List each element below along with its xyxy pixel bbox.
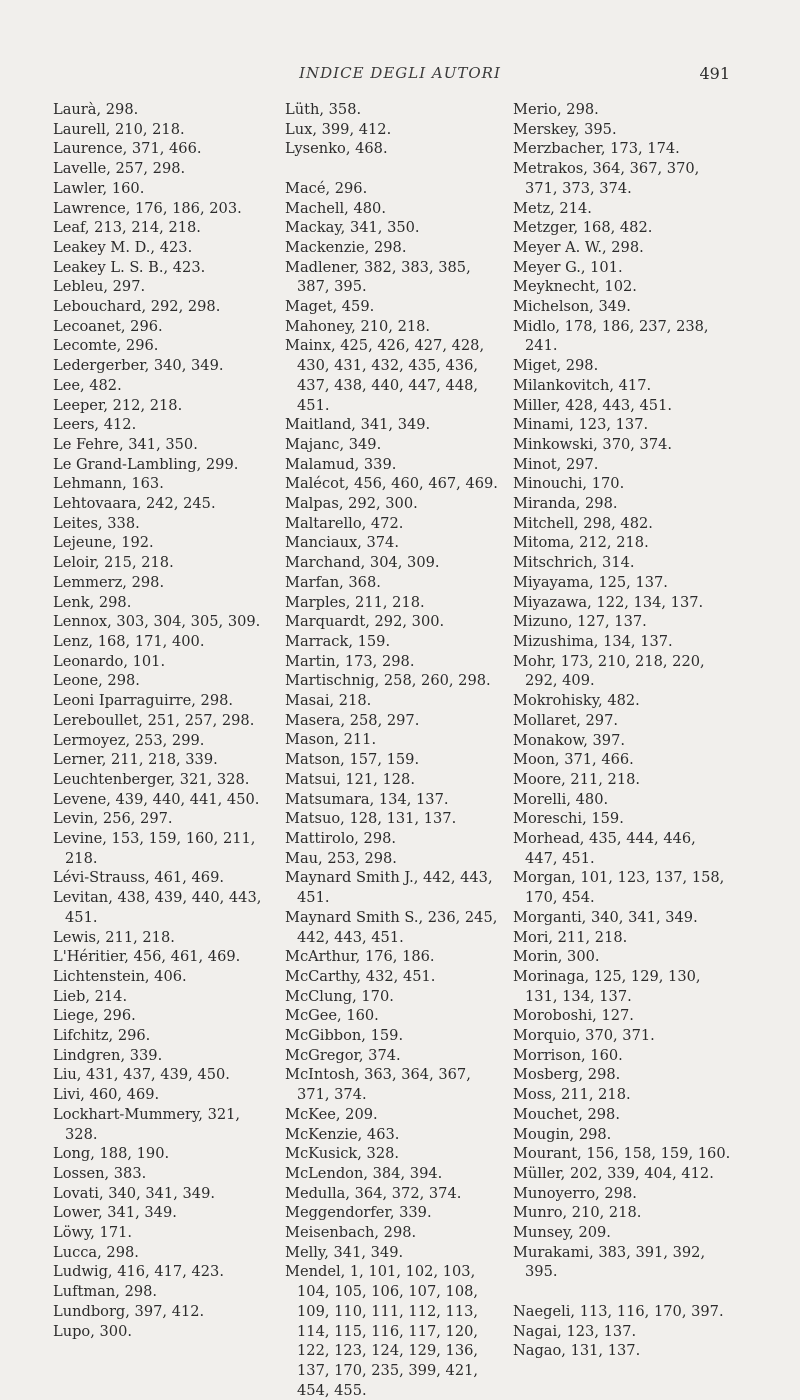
index-entry: Morhead, 435, 444, 446, 447, 451.	[513, 830, 696, 867]
index-entry: Minami, 123, 137.	[513, 416, 649, 434]
index-entry: Morquio, 370, 371.	[513, 1027, 655, 1045]
index-entry: Melly, 341, 349.	[285, 1243, 404, 1261]
index-entry: Moon, 371, 466.	[513, 751, 634, 769]
index-entry: Lewis, 211, 218.	[53, 928, 175, 946]
index-entry: Lecomte, 296.	[53, 337, 159, 355]
index-entry: McCarthy, 432, 451.	[285, 967, 436, 985]
index-entry: McGee, 160.	[285, 1007, 379, 1025]
index-entry: Mau, 253, 298.	[285, 849, 397, 867]
index-entry: Matsumara, 134, 137.	[285, 790, 449, 808]
index-entry: Lieb, 214.	[53, 987, 128, 1005]
index-entry: Merzbacher, 173, 174.	[513, 140, 680, 158]
index-entry: Miyazawa, 122, 134, 137.	[513, 593, 704, 611]
index-column-3	[513, 100, 731, 1361]
index-entry: Meyer G., 101.	[513, 258, 623, 276]
index-entry: Naegeli, 113, 116, 170, 397.	[513, 1302, 724, 1320]
index-entry: Meyer A. W., 298.	[513, 238, 644, 256]
index-entry: Miget, 298.	[513, 357, 599, 375]
index-entry: Lehmann, 163.	[53, 475, 164, 493]
index-entry: McLendon, 384, 394.	[285, 1164, 443, 1182]
index-entry: Merskey, 395.	[513, 120, 617, 138]
index-entry: Mitchell, 298, 482.	[513, 514, 653, 532]
index-entry: Levitan, 438, 439, 440, 443, 451.	[53, 889, 262, 926]
index-entry: Levin, 256, 297.	[53, 810, 173, 828]
index-entry: Metz, 214.	[513, 199, 592, 217]
index-entry: Miller, 428, 443, 451.	[513, 396, 672, 414]
index-entry: Leeper, 212, 218.	[53, 396, 183, 414]
index-entry: Masai, 218.	[285, 692, 372, 710]
index-entry: Marples, 211, 218.	[285, 593, 425, 611]
index-entry: Matsui, 121, 128.	[285, 770, 415, 788]
running-title: INDICE DEGLI AUTORI	[299, 64, 501, 82]
index-entry: L'Héritier, 456, 461, 469.	[53, 948, 241, 966]
index-entry: Meisenbach, 298.	[285, 1224, 417, 1242]
index-entry: Lehtovaara, 242, 245.	[53, 495, 216, 513]
index-entry: Le Fehre, 341, 350.	[53, 435, 198, 453]
index-entry: McGregor, 374.	[285, 1046, 401, 1064]
index-entry: Malamud, 339.	[285, 455, 397, 473]
index-entry: Mitoma, 212, 218.	[513, 534, 649, 552]
index-entry: Meggendorfer, 339.	[285, 1204, 432, 1222]
index-entry: Martin, 173, 298.	[285, 652, 415, 670]
index-entry: Masera, 258, 297.	[285, 711, 420, 729]
index-entry: Mendel, 1, 101, 102, 103, 104, 105, 106, 107, 108, 109, 110, 111, 112, 113, 114, 115, 116, 117, 120, 122, 123, 124, 129, 136, 137, 170, 235, 399, 421, 454, 455.	[285, 1263, 479, 1399]
index-entry: Leoni Iparraguirre, 298.	[53, 692, 234, 710]
index-entry: Lupo, 300.	[53, 1322, 132, 1340]
index-entry: Morrison, 160.	[513, 1046, 623, 1064]
index-entry: Leuchtenberger, 321, 328.	[53, 770, 250, 788]
index-entry: Laurell, 210, 218.	[53, 120, 185, 138]
index-entry: Ludwig, 416, 417, 423.	[53, 1263, 224, 1281]
index-entry: Lermoyez, 253, 299.	[53, 731, 205, 749]
index-entry: Leone, 298.	[53, 672, 140, 690]
section-gap	[285, 159, 500, 179]
index-entry: Metrakos, 364, 367, 370, 371, 373, 374.	[513, 160, 700, 197]
index-entry: Murakami, 383, 391, 392, 395.	[513, 1243, 706, 1281]
index-column-2	[285, 100, 500, 1400]
index-entry: Lebleu, 297.	[53, 278, 146, 296]
index-entry: Mouchet, 298.	[513, 1105, 620, 1123]
index-entry: Munsey, 209.	[513, 1224, 611, 1242]
index-entry: Mosberg, 298.	[513, 1066, 621, 1084]
index-entry: Morganti, 340, 341, 349.	[513, 908, 698, 926]
index-entry: Lebouchard, 292, 298.	[53, 298, 221, 316]
index-entry: Laurà, 298.	[53, 101, 139, 118]
index-entry: Maitland, 341, 349.	[285, 416, 431, 434]
index-entry: Minouchi, 170.	[513, 475, 625, 493]
index-entry: Mohr, 173, 210, 218, 220, 292, 409.	[513, 652, 705, 690]
index-entry: Miyayama, 125, 137.	[513, 573, 668, 591]
index-entry: Leites, 338.	[53, 514, 140, 532]
index-entry: Merio, 298.	[513, 101, 599, 118]
index-entry: Liege, 296.	[53, 1007, 136, 1025]
index-entry: Nagai, 123, 137.	[513, 1322, 637, 1340]
index-entry: Malécot, 456, 460, 467, 469.	[285, 475, 498, 493]
index-entry: Minot, 297.	[513, 455, 599, 473]
index-entry: Leakey L. S. B., 423.	[53, 258, 206, 276]
index-entry: Lovati, 340, 341, 349.	[53, 1184, 215, 1202]
index-entry: Marrack, 159.	[285, 632, 391, 650]
index-entry: McGibbon, 159.	[285, 1027, 404, 1045]
index-entry: Marquardt, 292, 300.	[285, 613, 445, 631]
index-entry: Lerner, 211, 218, 339.	[53, 751, 218, 769]
index-entry: Luftman, 298.	[53, 1283, 158, 1301]
index-entry: Nagao, 131, 137.	[513, 1342, 641, 1360]
index-entry: Mackenzie, 298.	[285, 238, 407, 256]
index-entry: Lower, 341, 349.	[53, 1204, 177, 1222]
index-entry: Munoyerro, 298.	[513, 1184, 637, 1202]
index-entry: Mollaret, 297.	[513, 711, 619, 729]
index-entry: Mitschrich, 314.	[513, 554, 635, 572]
section-gap	[513, 1282, 731, 1302]
index-entry: Lenk, 298.	[53, 593, 132, 611]
index-entry: Lereboullet, 251, 257, 298.	[53, 711, 255, 729]
index-entry: Leaf, 213, 214, 218.	[53, 219, 201, 237]
index-entry: Moroboshi, 127.	[513, 1007, 634, 1025]
index-entry: Mourant, 156, 158, 159, 160.	[513, 1145, 731, 1163]
index-entry: Madlener, 382, 383, 385, 387, 395.	[285, 258, 471, 296]
index-entry: Marchand, 304, 309.	[285, 554, 440, 572]
index-entry: Long, 188, 190.	[53, 1145, 170, 1163]
index-entry: Lichtenstein, 406.	[53, 967, 187, 985]
index-entry: Mason, 211.	[285, 731, 377, 749]
index-entry: Meyknecht, 102.	[513, 278, 637, 296]
index-entry: Matsuo, 128, 131, 137.	[285, 810, 457, 828]
index-entry: Mougin, 298.	[513, 1125, 612, 1143]
index-entry: Milankovitch, 417.	[513, 376, 652, 394]
index-entry: Leakey M. D., 423.	[53, 238, 193, 256]
index-entry: Matson, 157, 159.	[285, 751, 420, 769]
index-entry: Moore, 211, 218.	[513, 770, 641, 788]
index-entry: McIntosh, 363, 364, 367, 371, 374.	[285, 1066, 471, 1104]
index-entry: Midlo, 178, 186, 237, 238, 241.	[513, 317, 709, 355]
index-entry: Morgan, 101, 123, 137, 158, 170, 454.	[513, 869, 725, 907]
index-entry: Mainx, 425, 426, 427, 428, 430, 431, 432, 435, 436, 437, 438, 440, 447, 448, 451.	[285, 337, 485, 414]
index-entry: Livi, 460, 469.	[53, 1086, 160, 1104]
index-entry: Lecoanet, 296.	[53, 317, 163, 335]
index-entry: Mizuno, 127, 137.	[513, 613, 647, 631]
index-entry: Maynard Smith S., 236, 245, 442, 443, 451.	[285, 908, 498, 946]
index-entry: Lennox, 303, 304, 305, 309.	[53, 613, 261, 631]
index-entry: McKee, 209.	[285, 1105, 378, 1123]
index-entry: McKenzie, 463.	[285, 1125, 400, 1143]
index-entry: Lemmerz, 298.	[53, 573, 165, 591]
index-entry: Martischnig, 258, 260, 298.	[285, 672, 491, 690]
index-entry: Lindgren, 339.	[53, 1046, 163, 1064]
index-entry: McClung, 170.	[285, 987, 394, 1005]
index-entry: Minkowski, 370, 374.	[513, 435, 673, 453]
index-entry: Maynard Smith J., 442, 443, 451.	[285, 869, 493, 907]
index-entry: Leers, 412.	[53, 416, 137, 434]
index-entry: Medulla, 364, 372, 374.	[285, 1184, 462, 1202]
index-entry: Machell, 480.	[285, 199, 386, 217]
index-entry: Malpas, 292, 300.	[285, 495, 418, 513]
index-entry: Lux, 399, 412.	[285, 120, 392, 138]
index-entry: Liu, 431, 437, 439, 450.	[53, 1066, 230, 1084]
index-entry: Munro, 210, 218.	[513, 1204, 642, 1222]
index-entry: Metzger, 168, 482.	[513, 219, 653, 237]
index-entry: McArthur, 176, 186.	[285, 948, 435, 966]
index-entry: Laurence, 371, 466.	[53, 140, 202, 158]
index-entry: Lysenko, 468.	[285, 140, 388, 158]
index-entry: Levene, 439, 440, 441, 450.	[53, 790, 260, 808]
index-entry: Macé, 296.	[285, 179, 368, 197]
index-entry: Majanc, 349.	[285, 435, 382, 453]
index-entry: Lüth, 358.	[285, 101, 362, 118]
page-number: 491	[699, 64, 730, 83]
index-entry: Lifchitz, 296.	[53, 1027, 151, 1045]
index-entry: Marfan, 368.	[285, 573, 381, 591]
index-entry: Mahoney, 210, 218.	[285, 317, 431, 335]
index-entry: Lawler, 160.	[53, 179, 145, 197]
index-entry: Leloir, 215, 218.	[53, 554, 174, 572]
index-entry: Lockhart-Mummery, 321, 328.	[53, 1105, 241, 1143]
index-entry: Levine, 153, 159, 160, 211, 218.	[53, 830, 256, 867]
index-entry: Michelson, 349.	[513, 298, 631, 316]
index-entry: Manciaux, 374.	[285, 534, 399, 552]
index-entry: Monakow, 397.	[513, 731, 625, 749]
index-entry: Müller, 202, 339, 404, 412.	[513, 1164, 714, 1182]
index-entry: Moss, 211, 218.	[513, 1086, 631, 1104]
index-entry: Lejeune, 192.	[53, 534, 154, 552]
index-entry: Lenz, 168, 171, 400.	[53, 632, 205, 650]
index-entry: Leonardo, 101.	[53, 652, 166, 670]
index-entry: Lundborg, 397, 412.	[53, 1302, 205, 1320]
index-entry: Maltarello, 472.	[285, 514, 404, 532]
index-entry: Mackay, 341, 350.	[285, 219, 420, 237]
index-entry: Morelli, 480.	[513, 790, 609, 808]
index-entry: Maget, 459.	[285, 298, 375, 316]
index-entry: Lavelle, 257, 298.	[53, 160, 186, 178]
index-entry: Lucca, 298.	[53, 1243, 139, 1261]
index-entry: Mattirolo, 298.	[285, 830, 397, 847]
index-entry: Löwy, 171.	[53, 1224, 133, 1242]
index-entry: Lee, 482.	[53, 376, 122, 394]
index-entry: Ledergerber, 340, 349.	[53, 357, 224, 375]
index-entry: Mori, 211, 218.	[513, 928, 628, 946]
index-entry: Moreschi, 159.	[513, 810, 624, 828]
index-entry: Mokrohisky, 482.	[513, 692, 640, 710]
index-entry: Morin, 300.	[513, 948, 600, 966]
index-entry: Le Grand-Lambling, 299.	[53, 455, 239, 473]
index-entry: Mizushima, 134, 137.	[513, 632, 673, 650]
index-entry: Lossen, 383.	[53, 1164, 147, 1182]
index-entry: Lévi-Strauss, 461, 469.	[53, 869, 224, 887]
index-entry: McKusick, 328.	[285, 1145, 400, 1163]
index-entry: Miranda, 298.	[513, 495, 618, 513]
index-column-1	[53, 100, 268, 1341]
index-entry: Morinaga, 125, 129, 130, 131, 134, 137.	[513, 967, 701, 1005]
index-entry: Lawrence, 176, 186, 203.	[53, 199, 242, 217]
